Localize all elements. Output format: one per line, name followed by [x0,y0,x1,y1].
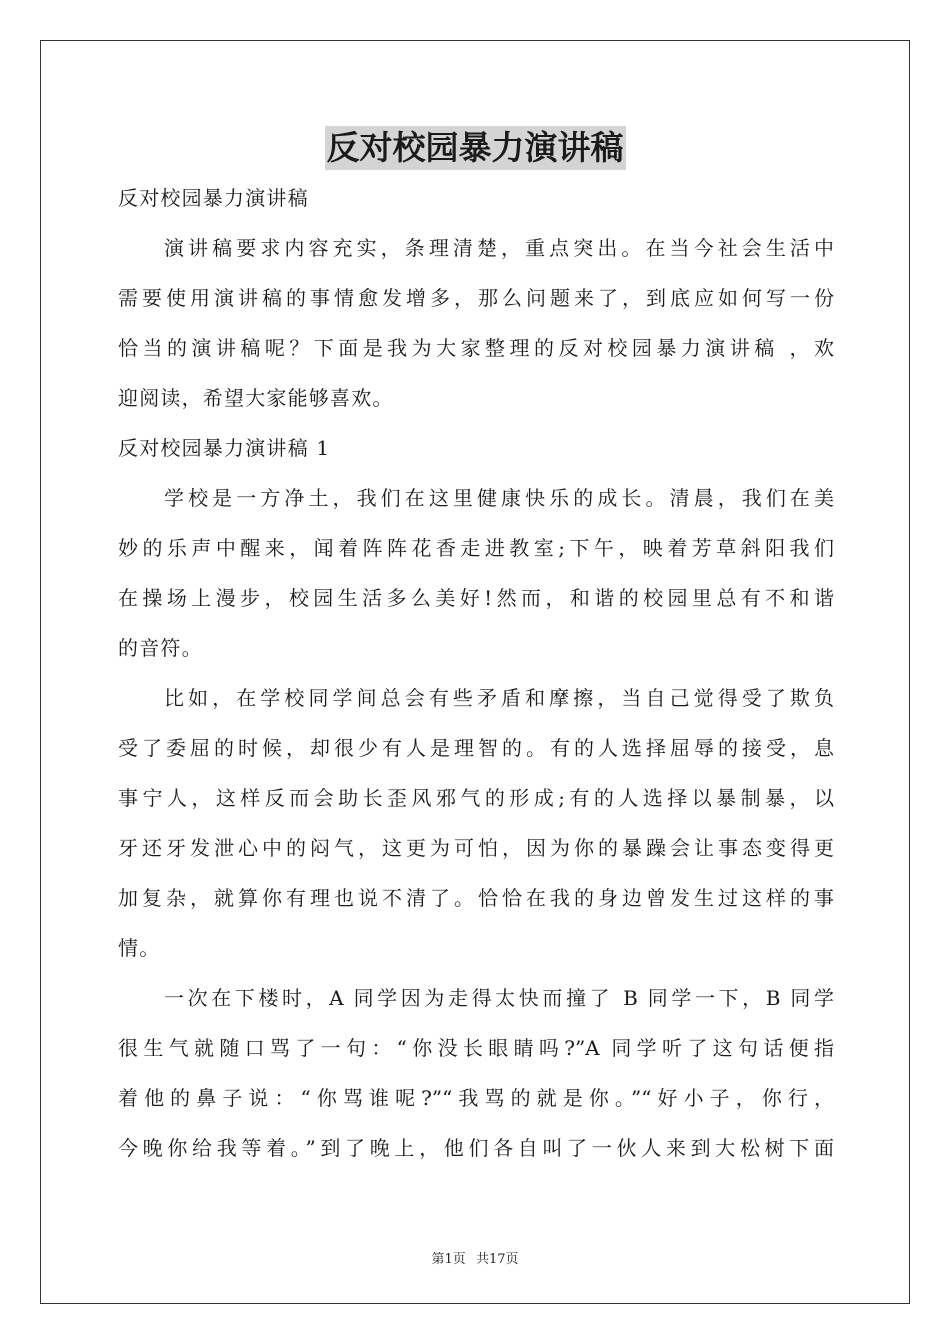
paragraph-line: 比如，在学校同学间总会有些矛盾和摩擦，当自己觉得受了欺负 [164,686,834,710]
paragraph-line: 演讲稿要求内容充实，条理清楚，重点突出。在当今社会生活中 [164,236,834,260]
paragraph-line: 一次在下楼时，A 同学因为走得太快而撞了 B 同学一下，B 同学 [164,986,834,1010]
page-number: 第1页 [431,1252,466,1267]
paragraph-line: 的音符。 [118,636,203,660]
document-body [118,173,834,1173]
page-total: 共17页 [475,1252,519,1267]
document-title: 反对校园暴力演讲稿 [325,126,626,170]
paragraph-line: 情。 [118,936,161,960]
paragraph-line: 事宁人，这样反而会助长歪风邪气的形成;有的人选择以暴制暴，以 [118,786,834,810]
paragraph-line: 很生气就随口骂了一句：“你没长眼睛吗?”A 同学听了这句话便指 [118,1036,834,1060]
paragraph-line: 学校是一方净土，我们在这里健康快乐的成长。清晨，我们在美 [164,486,834,510]
paragraph-line: 需要使用演讲稿的事情愈发增多，那么问题来了，到底应如何写一份 [118,286,834,310]
paragraph-line: 着他的鼻子说：“你骂谁呢?”“我骂的就是你。”“好小子，你行， [118,1086,834,1110]
page-footer [0,1248,950,1267]
section-heading: 反对校园暴力演讲稿 1 [118,436,331,460]
paragraph-line: 今晚你给我等着。”到了晚上，他们各自叫了一伙人来到大松树下面 [118,1136,834,1160]
paragraph-line: 妙的乐声中醒来，闻着阵阵花香走进教室;下午，映着芳草斜阳我们 [118,536,834,560]
paragraph-line: 在操场上漫步，校园生活多么美好!然而，和谐的校园里总有不和谐 [118,586,834,610]
paragraph-line: 加复杂，就算你有理也说不清了。恰恰在我的身边曾发生过这样的事 [118,886,834,910]
paragraph-line: 恰当的演讲稿呢？下面是我为大家整理的反对校园暴力演讲稿 ，欢 [118,336,834,360]
title-area [0,126,950,170]
subtitle-line: 反对校园暴力演讲稿 [118,186,309,210]
paragraph-line: 受了委屈的时候，却很少有人是理智的。有的人选择屈辱的接受，息 [118,736,834,760]
paragraph-line: 牙还牙发泄心中的闷气，这更为可怕，因为你的暴躁会让事态变得更 [118,836,834,860]
paragraph-line: 迎阅读，希望大家能够喜欢。 [118,386,394,410]
